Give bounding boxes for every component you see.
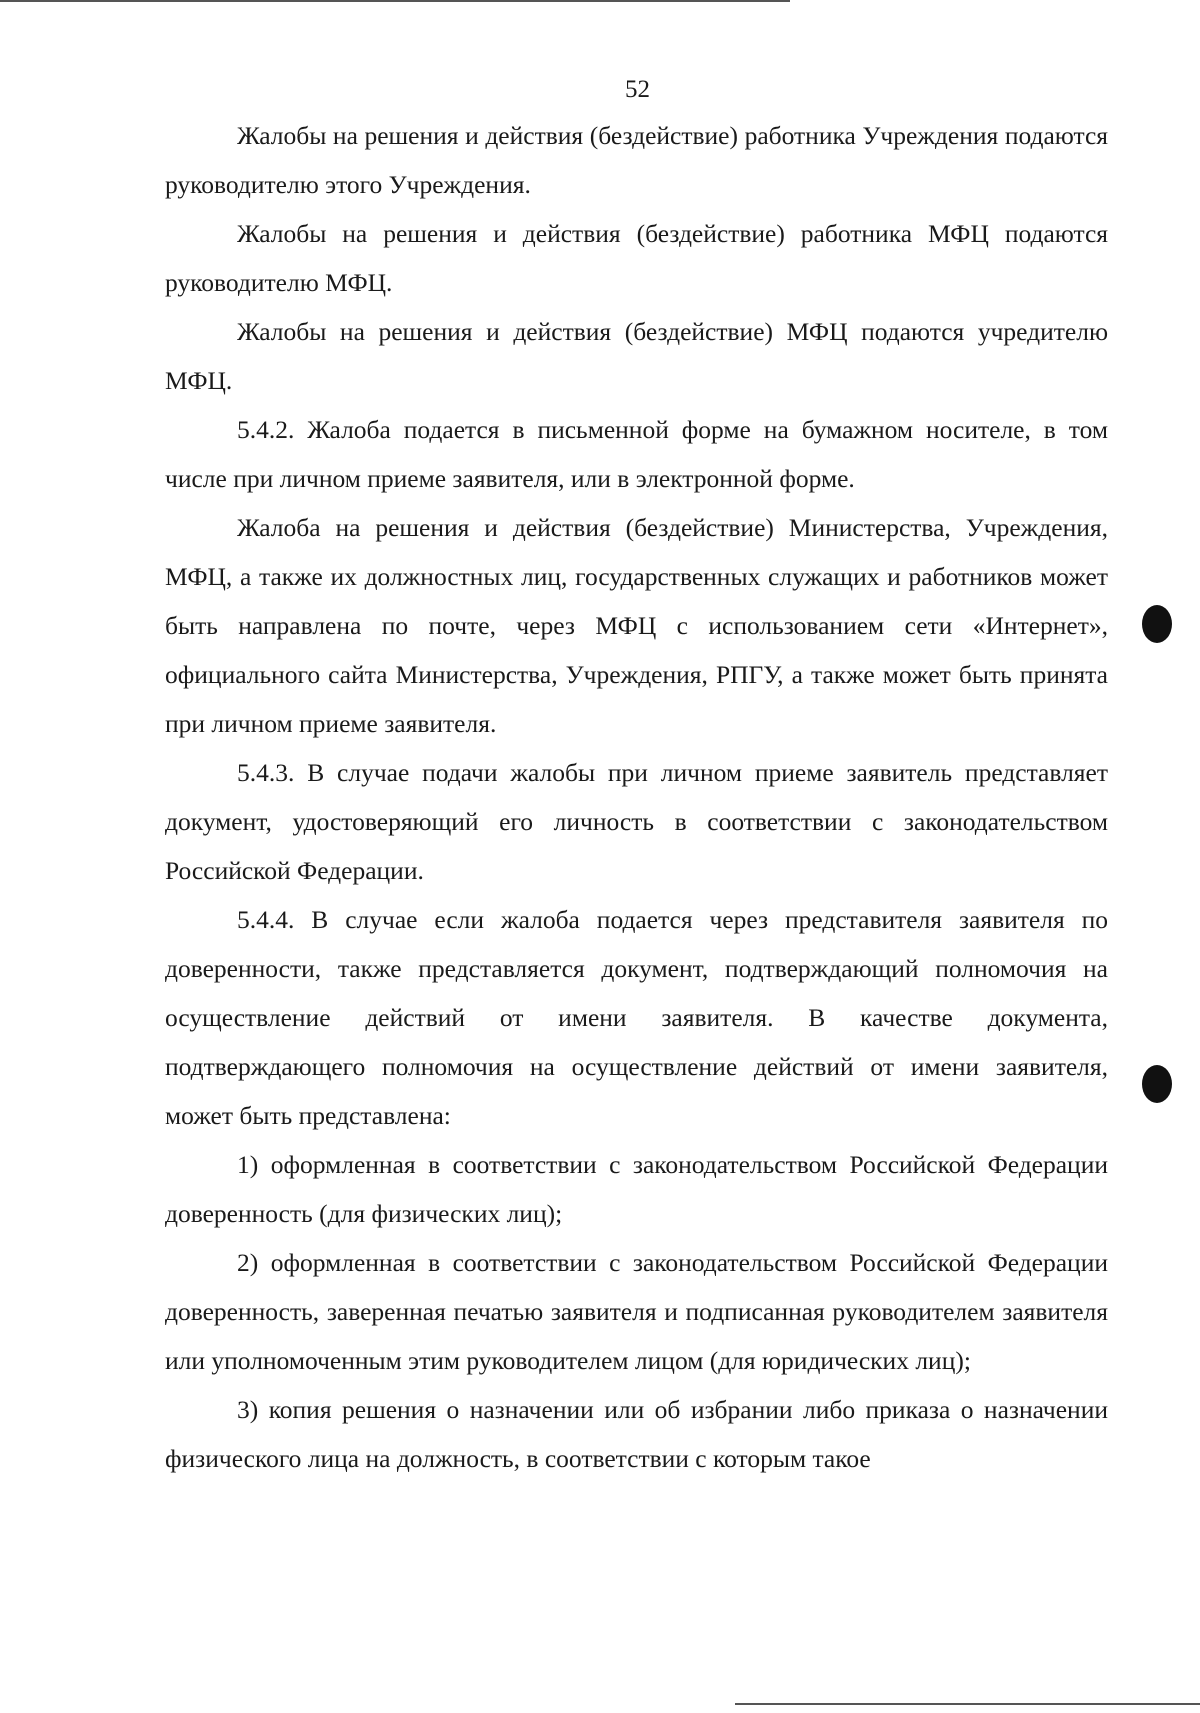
scan-edge-top <box>0 0 790 2</box>
list-item-2: 2) оформленная в соответствии с законодательством Российской Федерации доверенность, заверенная печатью заявителя и подписанная руководителем заявителя или уполномоченным этим руководителем лицом (для юридических лиц); <box>165 1248 1108 1375</box>
punch-hole-mark <box>1142 605 1172 643</box>
paragraph-complaint-channels: Жалоба на решения и действия (бездействие) Министерства, Учреждения, МФЦ, а также их должностных лиц, государственных служащих и работников может быть направлена по почте, через МФЦ с использованием сети «Интернет», официального сайта Министерства, Учреждения, РПГУ, а также может быть принята при личном приеме заявителя. <box>165 513 1108 738</box>
list-item-1: 1) оформленная в соответствии с законодательством Российской Федерации доверенность (для физических лиц); <box>165 1150 1108 1228</box>
paragraph-5-4-3: 5.4.3. В случае подачи жалобы при личном приеме заявитель представляет документ, удостоверяющий его личность в соответствии с законодательством Российской Федерации. <box>165 758 1108 885</box>
paragraph-complaints-mfc-worker: Жалобы на решения и действия (бездействие) работника МФЦ подаются руководителю МФЦ. <box>165 219 1108 297</box>
paragraph-complaints-institution: Жалобы на решения и действия (бездействие) работника Учреждения подаются руководителю этого Учреждения. <box>165 121 1108 199</box>
paragraph-5-4-4: 5.4.4. В случае если жалоба подается через представителя заявителя по доверенности, также представляется документ, подтверждающий полномочия на осуществление действий от имени заявителя. В качестве документа, подтверждающего полномочия на осуществление действий от имени заявителя, может быть представлена: <box>165 905 1108 1130</box>
document-body <box>165 111 1108 1483</box>
page-number: 52 <box>625 76 650 103</box>
paragraph-complaints-mfc: Жалобы на решения и действия (бездействие) МФЦ подаются учредителю МФЦ. <box>165 317 1108 395</box>
paragraph-5-4-2: 5.4.2. Жалоба подается в письменной форме на бумажном носителе, в том числе при личном приеме заявителя, или в электронной форме. <box>165 415 1108 493</box>
punch-hole-mark <box>1142 1065 1172 1103</box>
scan-edge-bottom <box>735 1703 1200 1705</box>
list-item-3: 3) копия решения о назначении или об избрании либо приказа о назначении физического лица на должность, в соответствии с которым такое <box>165 1395 1108 1473</box>
